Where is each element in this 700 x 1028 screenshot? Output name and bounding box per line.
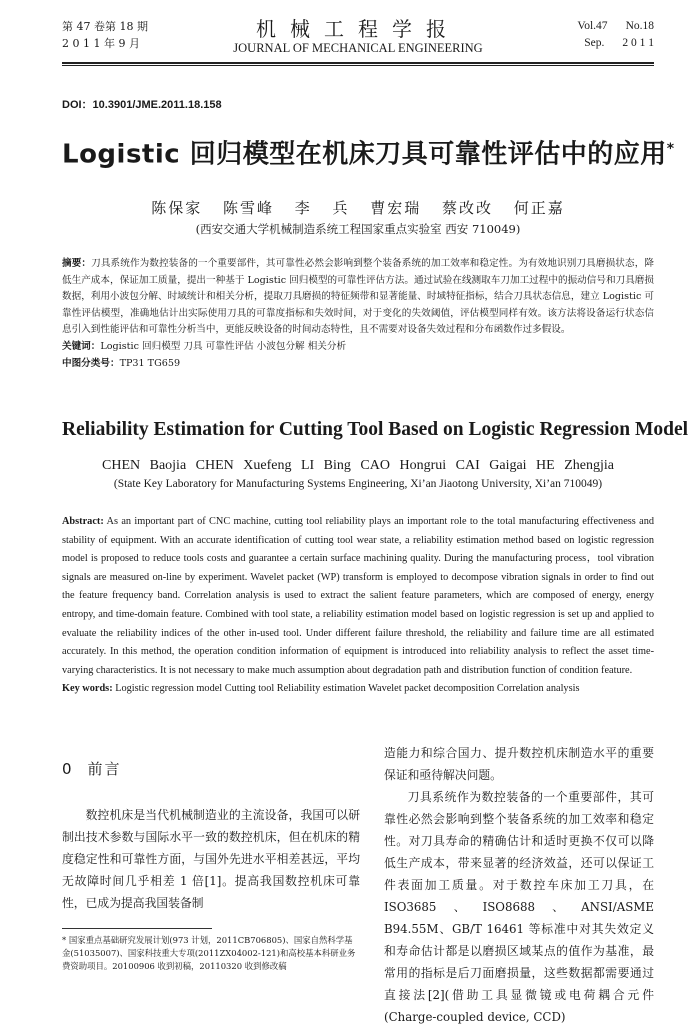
clc-text: TP31 TG659 <box>119 357 181 369</box>
clc-number <box>62 356 654 373</box>
abstract-cn-text: 刀具系统作为数控装备的一个重要部件，其可靠性必然会影响到整个装备系统的加工效率和稳定性。为有效地识别刀具磨损状态，降低生产成本，保证加工质量，提出一种基于 Logistic 回归模型的可靠性评估方法。通过试验在线测取车刀加工过程中的振动信号和刀具磨损数据，利用小波包分解、时域统计和相关分析，提取刀具磨损的特征频带和显著能量、时域特征指标，结合刀具状态信息，建立 Logistic 可靠性评估模型，准确地估计出实际使用刀具的可靠度指标和失效时间，对于变化的失效阈值，评估模型同样有效。该方法将设备运行状态信息引入到性能评估和可靠性分析当中，更能反映设备的时间动态特性，且不需要对设备失效过程和分布函数作过多假设。 <box>62 258 655 336</box>
abstract-en-text: As an important part of CNC machine, cutting tool reliability plays an important role to the total manufacturing effectiveness and stability of equipment. With an accurate identification of cutting tool wear state, a reliability estimation method based on logistic regression model is proposed to reduce tools costs and guarantee a certain surface machining quality. During the manufacturing process，tool vibration signals are measured on-line by experiment. Wavelet packet (WP) transform is employed to decompose vibration signals in order to find out the feature frequency band. Correlation analysis is used to extract the salient feature parameters, which are composed of energy, energy entropy, and time-domain feature. Combined with tool state, a reliability estimation model based on logistic regression is set up and applied to evaluate the reliability indices of the other in-used tool. Under different failure threshold, the reliability and failure time are all estimated accurately. In this method, the operation condition information of equipment is introduced into reliability analysis to reflect the asset time-varying characteristics. It is not necessary to make much assumption about degradation path and distribution function of condition feature. <box>62 516 654 676</box>
keywords-en-text: Logistic regression model Cutting tool Reliability estimation Wavelet packet decomposition Correlation analysis <box>115 683 580 695</box>
volume-en: Vol.47 <box>577 20 608 32</box>
header-rule <box>62 62 654 64</box>
keywords-cn-label: 关键词： <box>62 340 101 352</box>
section-number: 0 <box>62 760 74 778</box>
abstract-en <box>62 513 654 699</box>
affiliation-en: (State Key Laboratory for Manufacturing Systems Engineering, Xi’an Jiaotong University, Xi’an 710049) <box>113 478 603 490</box>
authors-cn: 陈保家 陈雪峰 李 兵 曹宏瑞 蔡改改 何正嘉 <box>151 199 565 217</box>
footnote-rule <box>62 928 212 929</box>
journal-name-en: JOURNAL OF MECHANICAL ENGINEERING <box>233 41 483 55</box>
keywords-cn-text: Logistic 回归模型 刀具 可靠性评估 小波包分解 相关分析 <box>100 340 347 352</box>
keywords-cn <box>62 339 654 356</box>
paper-title-cn <box>62 132 675 172</box>
body-column-left <box>62 742 360 914</box>
keywords-en <box>62 680 654 699</box>
year-en: 2 0 1 1 <box>622 37 654 49</box>
paper-title-en: Reliability Estimation for Cutting Tool Based on Logistic Regression Model <box>62 419 689 440</box>
journal-name-cn: 机械工程学报 <box>256 17 460 41</box>
abstract-en-body <box>62 513 654 680</box>
affiliation-cn: (西安交通大学机械制造系统工程国家重点实验室 西安 710049) <box>195 222 521 236</box>
month-en: Sep. <box>584 37 605 49</box>
funding-footnote: * 国家重点基础研究发展计划(973 计划，2011CB706805)、国家自然科学基金(51035007)、国家科技重大专项(2011ZX04002-121)和高校基本科研业务费资助项目。20100906 收到初稿，20110320 收到修改稿 <box>62 935 356 971</box>
abstract-cn-body <box>62 256 654 339</box>
section-heading <box>62 758 360 779</box>
abstract-cn-label: 摘要： <box>62 258 92 269</box>
date-cn: 2 0 1 1 年 9 月 <box>62 37 140 50</box>
journal-header <box>62 18 654 60</box>
header-right <box>577 18 654 52</box>
clc-label: 中图分类号： <box>62 357 120 369</box>
title-footnote-mark: * <box>666 141 675 157</box>
doi: DOI：10.3901/JME.2011.18.158 <box>62 99 222 111</box>
authors-en: CHEN Baojia CHEN Xuefeng LI Bing CAO Hongrui CAI Gaigai HE Zhengjia <box>102 458 614 473</box>
body-column-right <box>384 742 654 1028</box>
body-paragraph-left: 数控机床是当代机械制造业的主流设备，我国可以研制出技术参数与国际水平一致的数控机床，但在机床的精度稳定性和可靠性方面，与国外先进水平相差甚远，平均无故障时间几乎相差 1 倍[1]。提高我国数控机床可靠性，已成为提高我国装备制 <box>62 808 360 910</box>
header-center <box>62 18 654 56</box>
abstract-en-label: Abstract: <box>62 516 104 527</box>
section-title: 前言 <box>87 760 122 778</box>
volume-issue-cn: 第 47 卷第 18 期 <box>62 20 148 33</box>
abstract-cn <box>62 256 654 372</box>
header-rule-thin <box>62 65 654 66</box>
keywords-en-label: Key words: <box>62 683 113 695</box>
issue-en: No.18 <box>625 20 654 32</box>
body-paragraph-right-1: 造能力和综合国力、提升数控机床制造水平的重要保证和亟待解决问题。 <box>384 746 654 782</box>
body-paragraph-right-2: 刀具系统作为数控装备的一个重要部件，其可靠性必然会影响到整个装备系统的加工效率和稳定性。对刀具寿命的精确估计和适时更换不仅可以降低生产成本，带来显著的经济效益，还可以保证工件表面加工质量。对于数控车床加工刀具，在ISO3685、ISO8688、ANSI/ASME B94.55M、GB/T 16461 等标准中对其失效定义和寿命估计都是以磨损区域某点的值作为基准，最常用的指标是后刀面磨损量，这些数据都需要通过直接法[2](借助工具显微镜或电荷耦合元件(Charge-coupled device, CCD) <box>384 790 654 1024</box>
title-cn-text: Logistic 回归模型在机床刀具可靠性评估中的应用 <box>62 139 667 170</box>
